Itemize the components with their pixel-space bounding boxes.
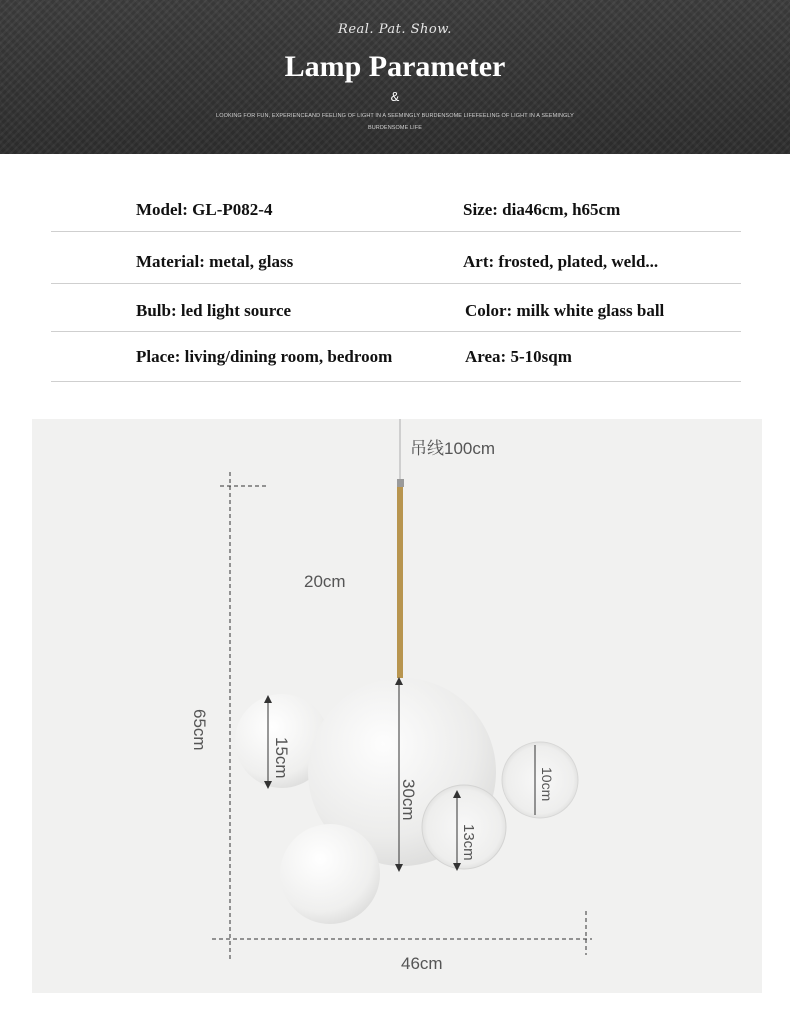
banner-ampersand: &	[390, 89, 400, 104]
spec-model: Model: GL-P082-4	[136, 200, 273, 219]
ball-30cm-label: 30cm	[399, 779, 418, 821]
spec-place: Place: living/dining room, bedroom	[136, 347, 393, 366]
cable-clip	[397, 479, 404, 487]
spec-row-bulb	[51, 283, 741, 332]
banner-tagline: Real. Pat. Show.	[338, 22, 452, 37]
overall-height-label: 65cm	[190, 709, 209, 751]
ball-10cm-label: 10cm	[539, 767, 555, 802]
banner-title: Lamp Parameter	[284, 50, 506, 83]
rod-length-label: 20cm	[304, 572, 346, 591]
brass-rod	[397, 487, 403, 680]
lamp-diagram-svg	[32, 419, 762, 993]
spec-size: Size: dia46cm, h65cm	[463, 200, 621, 219]
ball-15cm-label: 15cm	[272, 737, 291, 779]
spec-row-model	[51, 185, 741, 232]
header-banner	[0, 0, 790, 154]
spec-area: Area: 5-10sqm	[465, 347, 572, 366]
cable-length-label: 吊线100cm	[410, 439, 496, 458]
spec-bulb: Bulb: led light source	[136, 301, 292, 320]
lamp-dimension-diagram	[32, 419, 762, 993]
spec-color: Color: milk white glass ball	[465, 301, 665, 320]
banner-subtitle: LOOKING FOR FUN, EXPERIENCEAND FEELING OF LIGHT IN A SEEMINGLY BURDENSOME LIFEFEELING OF LIGHT IN A SEEMINGLY BURDENSOME LIFE	[216, 113, 574, 131]
arrow-30cm-bottom	[395, 864, 403, 872]
spec-row-place	[51, 331, 741, 382]
spec-art: Art: frosted, plated, weld...	[463, 252, 659, 271]
ball-13cm-label: 13cm	[460, 824, 477, 861]
spec-material: Material: metal, glass	[136, 252, 294, 271]
globe-bottom-left	[280, 824, 380, 924]
spec-row-material	[51, 231, 741, 284]
overall-width-label: 46cm	[401, 954, 443, 973]
